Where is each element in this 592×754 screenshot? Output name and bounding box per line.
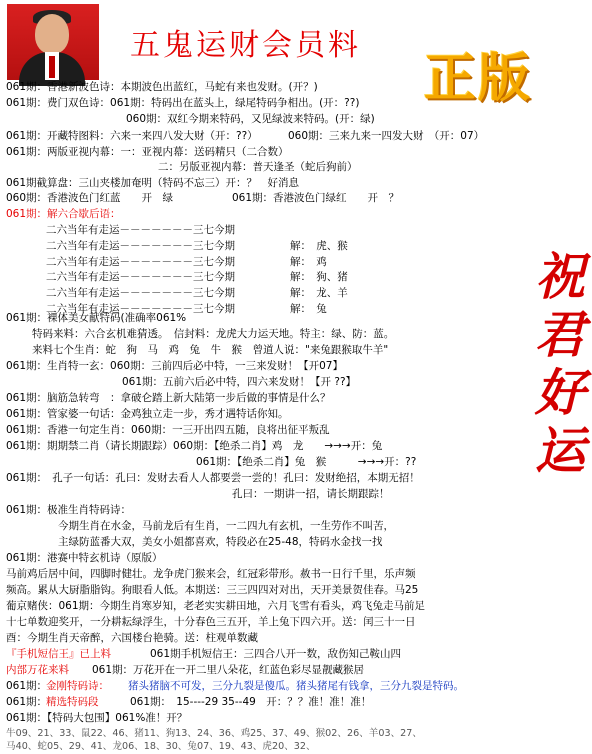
line-zodiac-poem-2: 主绿防蓝番大双，美女小姐都喜欢，特段必在25-48，特码水金找一找 — [58, 536, 383, 548]
line-macau-gambler-3: 酉：今期生肖天帝醉，六国楼台艳骑。送：柱观单数藏 — [6, 632, 258, 644]
line-beauty-code: 061期：裸体美女献特码(准确率061% — [6, 312, 187, 324]
line-flower-label: 内部万花来料 — [6, 664, 69, 676]
line-race-poem-heading: 061期：港赛中特玄机诗（原版） — [6, 552, 163, 564]
line-encircle: 061期：【特码大包围】061%准！开？ — [6, 712, 188, 724]
line-selected-period: 061期： — [6, 696, 48, 708]
line-macau-gambler-2: 十七单数迎奖开，一分耕耘绿浮生，十分春色三五开，羊上兔下四六开。送：闰三十一日 — [6, 616, 416, 628]
line-hk-color-prev: 060期：香港波色门红蓝 开 绿 — [6, 192, 174, 204]
line-macau-gambler-1: 葡京赌侠：061期：今期生肖寒岁知，老老实实耕田地，六月飞雪有看头，鸡飞兔走马前足 — [6, 600, 426, 612]
authentic-stamp: 正版 — [424, 49, 533, 109]
line-riddle-4: 二六当年有走运－－－－－－－三七今期 — [46, 271, 235, 283]
good-luck-blessing: 祝君好运 — [527, 250, 586, 482]
line-confucius-2: 孔曰：一期讲一招，请长期跟踪！ — [232, 488, 390, 500]
line-riddle-1: 二六当年有走运－－－－－－－三七今期 — [46, 224, 235, 236]
line-kingkong-poem: 猪头猪脑不可发，三分九裂是傻瓜。猪头猪尾有钱拿，三分九裂是特码。 — [128, 680, 464, 692]
line-riddle-6: 二六当年有走运－－－－－－－三七今期 — [46, 303, 235, 315]
line-zodiac-mystery: 061期：生肖特一玄：060期：三前四后必中特，一三来发财！【开07】 — [6, 360, 343, 372]
line-wave-poem: 061期：香港新波色诗：本期波色出蓝红，马蛇有来也发财。(开？) — [6, 81, 318, 93]
line-code-material: 特码来料：六合玄机难猜透。 信封料：龙虎大力运天地。特主：绿、防：蓝。 — [32, 328, 395, 340]
line-housekeeper: 061期：管家婆一句话：金鸡独立走一步，秀才遇特话你知。 — [6, 408, 289, 420]
face-shape — [35, 14, 69, 54]
tie-shape — [49, 56, 55, 78]
line-race-poem-1: 马前鸡后居中间，四脚时健壮。龙争虎门猴来会，红冠彩带形。赦书一日行千里，乐声频 — [6, 568, 416, 580]
line-selected-range: 061期： 15----29 35--49 开：？？准！准！准！ — [130, 696, 372, 708]
line-zodiac-numbers-2: 马40、蛇05、29、41、龙06、18、30、兔07、19、43、虎20、32、 — [6, 741, 316, 752]
line-banned-two-current: 061期：【绝杀二肖】兔 猴 →→→开：?? — [196, 456, 417, 468]
line-sms-king-label: 『手机短信王』已上料 — [6, 648, 111, 660]
line-atv-inside-1: 061期：两版亚视内幕：一：亚视内幕：送码精只（二合数） — [6, 146, 289, 158]
line-riddle-2-answer: 解： 虎、猴 — [290, 240, 348, 252]
line-riddle-3: 二六当年有走运－－－－－－－三七今期 — [46, 256, 235, 268]
line-riddle-2: 二六当年有走运－－－－－－－三七今期 — [46, 240, 235, 252]
line-flower: 061期：万花开在一开二里八朵花，红蓝色彩尽显靓藏猴居 — [92, 664, 365, 676]
line-riddle-4-answer: 解： 狗、猪 — [290, 271, 348, 283]
line-kingkong-label: 金刚特码诗： — [46, 680, 109, 692]
line-zodiac-numbers-1: 牛09、21、33、鼠22、46、猪11、狗13、24、36、鸡25、37、49、猴02、26、羊03、27、 — [6, 728, 422, 739]
line-riddle-6-answer: 解： 兔 — [290, 303, 327, 315]
line-race-poem-2: 频高。累从大厨脂脂钩。狗眼看人低。本期送：三三四四对对出，天开美景贺佳春。马25 — [6, 584, 419, 596]
line-special-chart: 061期：开藏特图料：六来一来四八发大财（开：??） — [6, 130, 258, 142]
line-double-color-poem: 061期：费门双色诗：061期：特码出在蓝头上，绿尾特码争相出。(开：??) — [6, 97, 360, 109]
line-zodiac-poem-heading: 061期：极准生肖特码诗： — [6, 504, 132, 516]
line-riddle-5: 二六当年有走运－－－－－－－三七今期 — [46, 287, 235, 299]
line-zodiac-poem-1: 今期生肖在水金，马前龙后有生肖，一二四九有玄机，一生劳作不叫苦， — [58, 520, 394, 532]
line-double-color-prev: 060期：双红今期来特码，又见绿波来特码。(开：绿) — [126, 113, 375, 125]
line-sms-king: 061期手机短信王：三四合八开一数，敌伤知己鞍山四 — [150, 648, 402, 660]
line-confucius: 061期： 孔子一句话：孔曰：发财去看人人都要尝一尝的！孔曰：发财绝招，本期无招！ — [6, 472, 420, 484]
line-banned-two-prev: 061期：期期禁二肖（请长期跟踪）060期：【绝杀二肖】鸡 龙 →→→开：兔 — [6, 440, 383, 452]
line-zodiac-mystery-current: 061期：五前六后必中特，四六来发财！【开 ??】 — [122, 376, 357, 388]
line-riddle-5-answer: 解： 龙、羊 — [290, 287, 348, 299]
line-selected-label: 精选特码段 — [46, 696, 99, 708]
line-hk-one-sentence: 061期：香港一句定生肖：060期：一三开出四五随，良将出征平叛乱 — [6, 424, 330, 436]
line-seven-zodiacs: 来料七个生肖：蛇 狗 马 鸡 兔 牛 猴 曾道人说："来兔跟猴取牛羊" — [32, 344, 389, 356]
page-title: 五鬼运财会员料 — [130, 28, 361, 63]
line-kingkong-period: 061期： — [6, 680, 48, 692]
avatar — [7, 4, 99, 80]
line-hk-color-current: 061期：香港波色门绿红 开 ？ — [232, 192, 400, 204]
line-special-chart-prev: 060期：三来九来一四发大财 （开：07） — [288, 130, 485, 142]
line-brain-teaser: 061期：脑筋急转弯 ：拿破仑踏上新大陆第一步后做的事情是什么？ — [6, 392, 331, 404]
line-abacus: 061期截算盘：三山夹楼加奄明（特码不忘三）开：？ 好消息 — [6, 177, 300, 189]
line-riddle-3-answer: 解： 鸡 — [290, 256, 327, 268]
line-riddle-heading: 061期：解六合歇后语： — [6, 208, 121, 220]
line-atv-inside-2: 二：另版亚视内幕：普天逢圣（蛇后狗前） — [158, 161, 358, 173]
